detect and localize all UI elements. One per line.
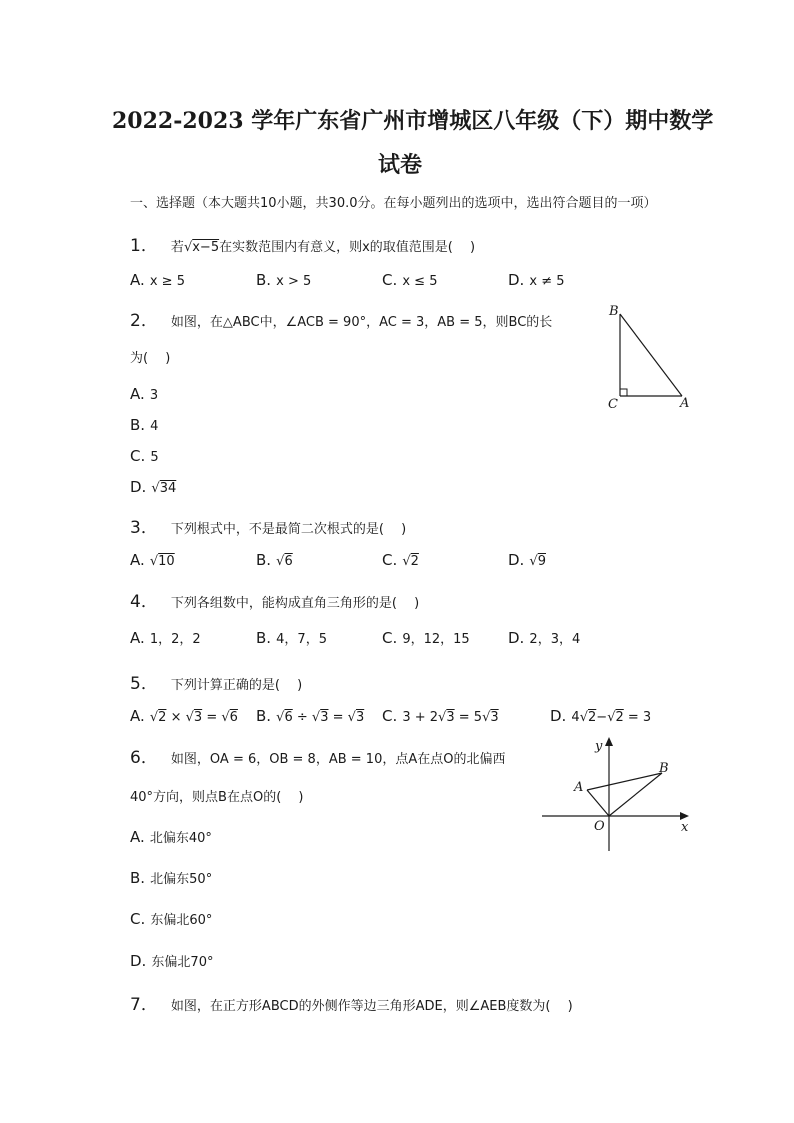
q5-option-a[interactable]: A. √2 × √3 = √6 [130,707,238,725]
segment-oa [587,790,609,816]
section-header: 一、选择题（本大题共10小题，共30.0分。在每小题列出的选项中，选出符合题目的一项） [130,196,657,211]
question-number: 3． [130,518,158,538]
q2-option-a[interactable]: A. 3 [130,385,159,403]
question-5 [130,669,302,694]
question-number: 2． [130,311,158,331]
q4-option-a[interactable]: A. 1，2，2 [130,629,201,647]
question-3 [130,513,406,538]
y-axis-arrow [605,737,613,746]
question-text: 如图，在正方形ABCD的外侧作等边三角形ADE，则∠AEB度数为( ) [170,999,573,1014]
label-y: y [595,739,603,754]
radicand: x−5 [192,240,220,255]
q4-option-b[interactable]: B. 4，7，5 [256,629,327,647]
question-text: 下列各组数中，能构成直角三角形的是( ) [170,596,420,611]
question-2 [130,306,552,331]
question-text: 如图，在△ABC中，∠ACB = 90°，AC = 3，AB = 5，则BC的长 [170,315,553,330]
question-text-cont: 40°方向，则点B在点O的( ) [130,790,304,805]
q3-option-d[interactable]: D. √9 [508,551,546,569]
page-title-line1: 2022-2023 学年广东省广州市增城区八年级（下）期中数学 [112,108,714,134]
question-text-cont: 为( ) [130,351,171,366]
q3-option-c[interactable]: C. √2 [382,551,419,569]
q4-option-c[interactable]: C. 9，12，15 [382,629,470,647]
q3-option-b[interactable]: B. √6 [256,551,293,569]
q1-option-b[interactable]: B. x > 5 [256,271,312,289]
q6-option-a[interactable]: A. 北偏东40° [130,828,212,846]
label-x: x [681,820,689,835]
question-text: 下列计算正确的是( ) [170,678,303,693]
question-number: 7． [130,995,158,1015]
q6-option-c[interactable]: C. 东偏北60° [130,910,213,928]
q3-option-a[interactable]: A. √10 [130,551,175,569]
q5-option-b[interactable]: B. √6 ÷ √3 = √3 [256,707,365,725]
q4-option-d[interactable]: D. 2，3，4 [508,629,581,647]
q5-option-d[interactable]: D. 4√2−√2 = 3 [550,707,652,725]
question-text-post: 在实数范围内有意义，则x的取值范围是( ) [219,240,476,255]
question-number: 5． [130,674,158,694]
question-number: 1． [130,236,158,256]
question-6 [130,743,505,768]
question-text: 如图，OA = 6，OB = 8，AB = 10，点A在点O的北偏西 [170,752,506,767]
label-a: A [680,396,690,411]
q1-option-a[interactable]: A. x ≥ 5 [130,271,185,289]
coordinate-figure [538,735,696,853]
right-angle-mark [620,389,627,396]
question-text: 下列根式中，不是最简二次根式的是( ) [170,522,407,537]
q6-option-d[interactable]: D. 东偏北70° [130,952,214,970]
question-text-pre: 若 [170,240,184,255]
q6-option-b[interactable]: B. 北偏东50° [130,869,213,887]
q2-option-d[interactable]: D. √34 [130,478,177,496]
question-4 [130,587,419,612]
triangle-figure [600,300,700,415]
question-7 [130,990,573,1015]
label-b: B [659,761,669,776]
q1-option-c[interactable]: C. x ≤ 5 [382,271,438,289]
question-number: 4． [130,592,158,612]
question-1: 1． 若√x−5在实数范围内有意义，则x的取值范围是( ) [130,236,476,256]
page-title-line2: 试卷 [378,152,423,178]
label-o: O [594,819,605,834]
label-b: B [609,304,619,319]
q5-option-c[interactable]: C. 3 + 2√3 = 5√3 [382,707,499,725]
q2-option-c[interactable]: C. 5 [130,447,159,465]
side-ab [620,314,682,396]
q1-option-d[interactable]: D. x ≠ 5 [508,271,565,289]
question-number: 6． [130,748,158,768]
label-c: C [608,397,618,412]
label-a: A [574,780,584,795]
x-axis-arrow [680,812,689,820]
q2-option-b[interactable]: B. 4 [130,416,159,434]
